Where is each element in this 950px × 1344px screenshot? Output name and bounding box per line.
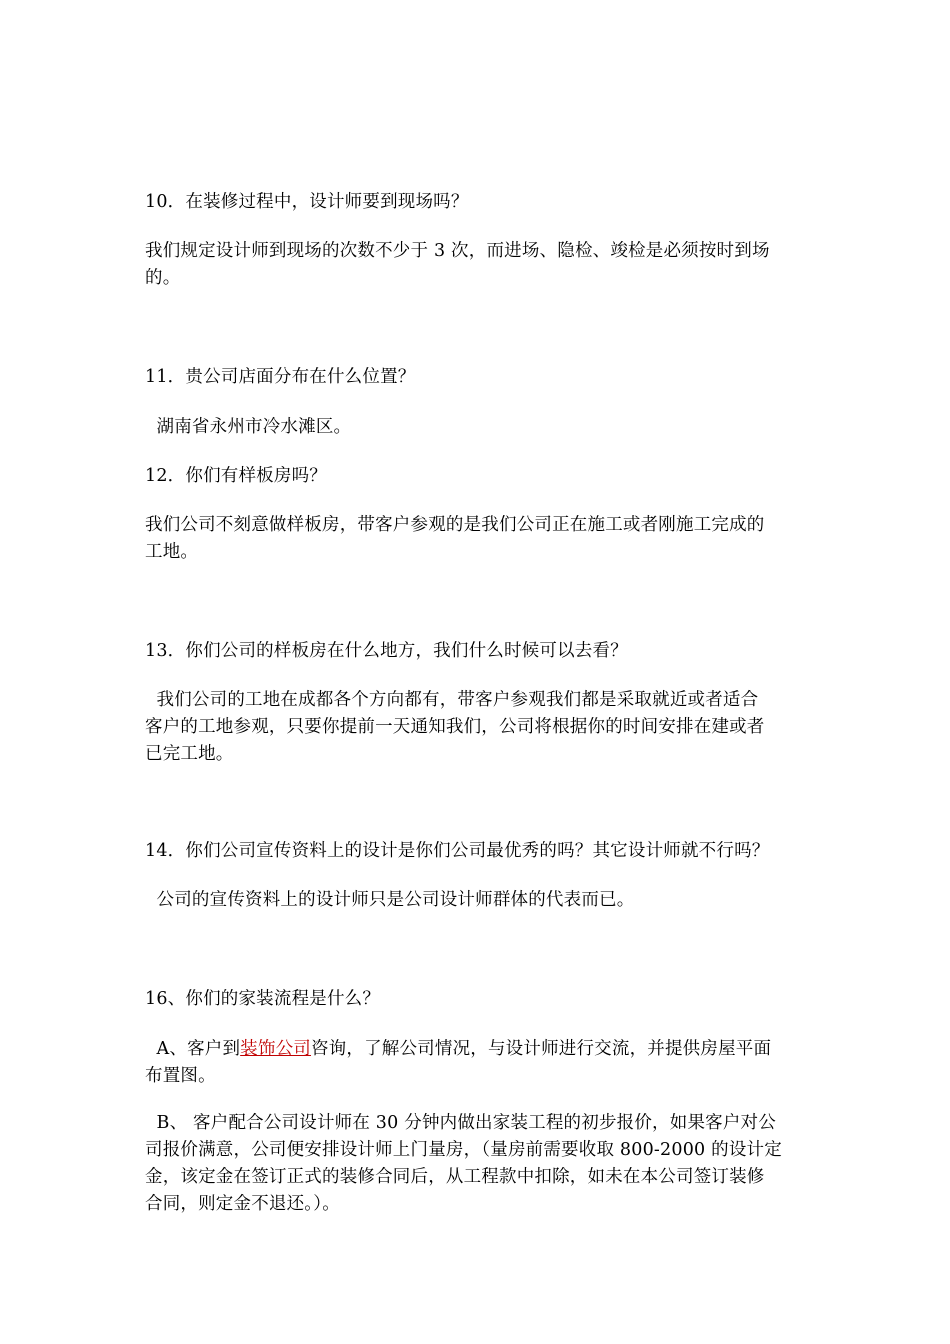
answer-12-line-1: 我们公司不刻意做样板房，带客户参观的是我们公司正在施工或者刚施工完成的 xyxy=(145,515,765,535)
question-12: 12．你们有样板房吗？ xyxy=(145,466,327,486)
answer-13-line-2: 客户的工地参观，只要你提前一天通知我们，公司将根据你的时间安排在建或者 xyxy=(145,717,765,737)
answer-13-line-3: 已完工地。 xyxy=(145,744,234,764)
answer-16-b-line-2: 司报价满意，公司便安排设计师上门量房，（量房前需要收取 800-2000 的设计定 xyxy=(145,1140,782,1160)
question-13: 13．你们公司的样板房在什么地方，我们什么时候可以去看？ xyxy=(145,641,628,661)
answer-11: 湖南省永州市冷水滩区。 xyxy=(145,417,352,437)
answer-16-a-prefix: A、客户到 xyxy=(145,1039,241,1059)
answer-16-b-line-1: B、 客户配合公司设计师在 30 分钟内做出家装工程的初步报价，如果客户对公 xyxy=(145,1113,776,1133)
answer-16-b-line-4: 合同，则定金不退还。）。 xyxy=(145,1194,340,1214)
answer-16-a-suffix: 咨询，了解公司情况，与设计师进行交流，并提供房屋平面 xyxy=(310,1039,772,1059)
question-16: 16、你们的家装流程是什么？ xyxy=(145,989,381,1009)
answer-16-a-line-1 xyxy=(145,1036,815,1063)
answer-10-line-2: 的。 xyxy=(145,268,181,288)
question-14: 14．你们公司宣传资料上的设计是你们公司最优秀的吗？其它设计师就不行吗？ xyxy=(145,841,770,861)
answer-12-line-2: 工地。 xyxy=(145,542,199,562)
answer-16-b-line-3: 金，该定金在签订正式的装修合同后，从工程款中扣除，如未在本公司签订装修 xyxy=(145,1167,765,1187)
answer-10-line-1: 我们规定设计师到现场的次数不少于 3 次，而进场、隐检、竣检是必须按时到场 xyxy=(145,241,770,261)
answer-13-line-1: 我们公司的工地在成都各个方向都有，带客户参观我们都是采取就近或者适合 xyxy=(145,690,759,710)
decoration-company-link[interactable]: 装饰公司 xyxy=(240,1039,311,1059)
answer-14: 公司的宣传资料上的设计师只是公司设计师群体的代表而已。 xyxy=(145,890,635,910)
question-10: 10．在装修过程中，设计师要到现场吗？ xyxy=(145,192,469,212)
question-11: 11．贵公司店面分布在什么位置？ xyxy=(145,367,416,387)
answer-16-a-line-2: 布置图。 xyxy=(145,1066,216,1086)
